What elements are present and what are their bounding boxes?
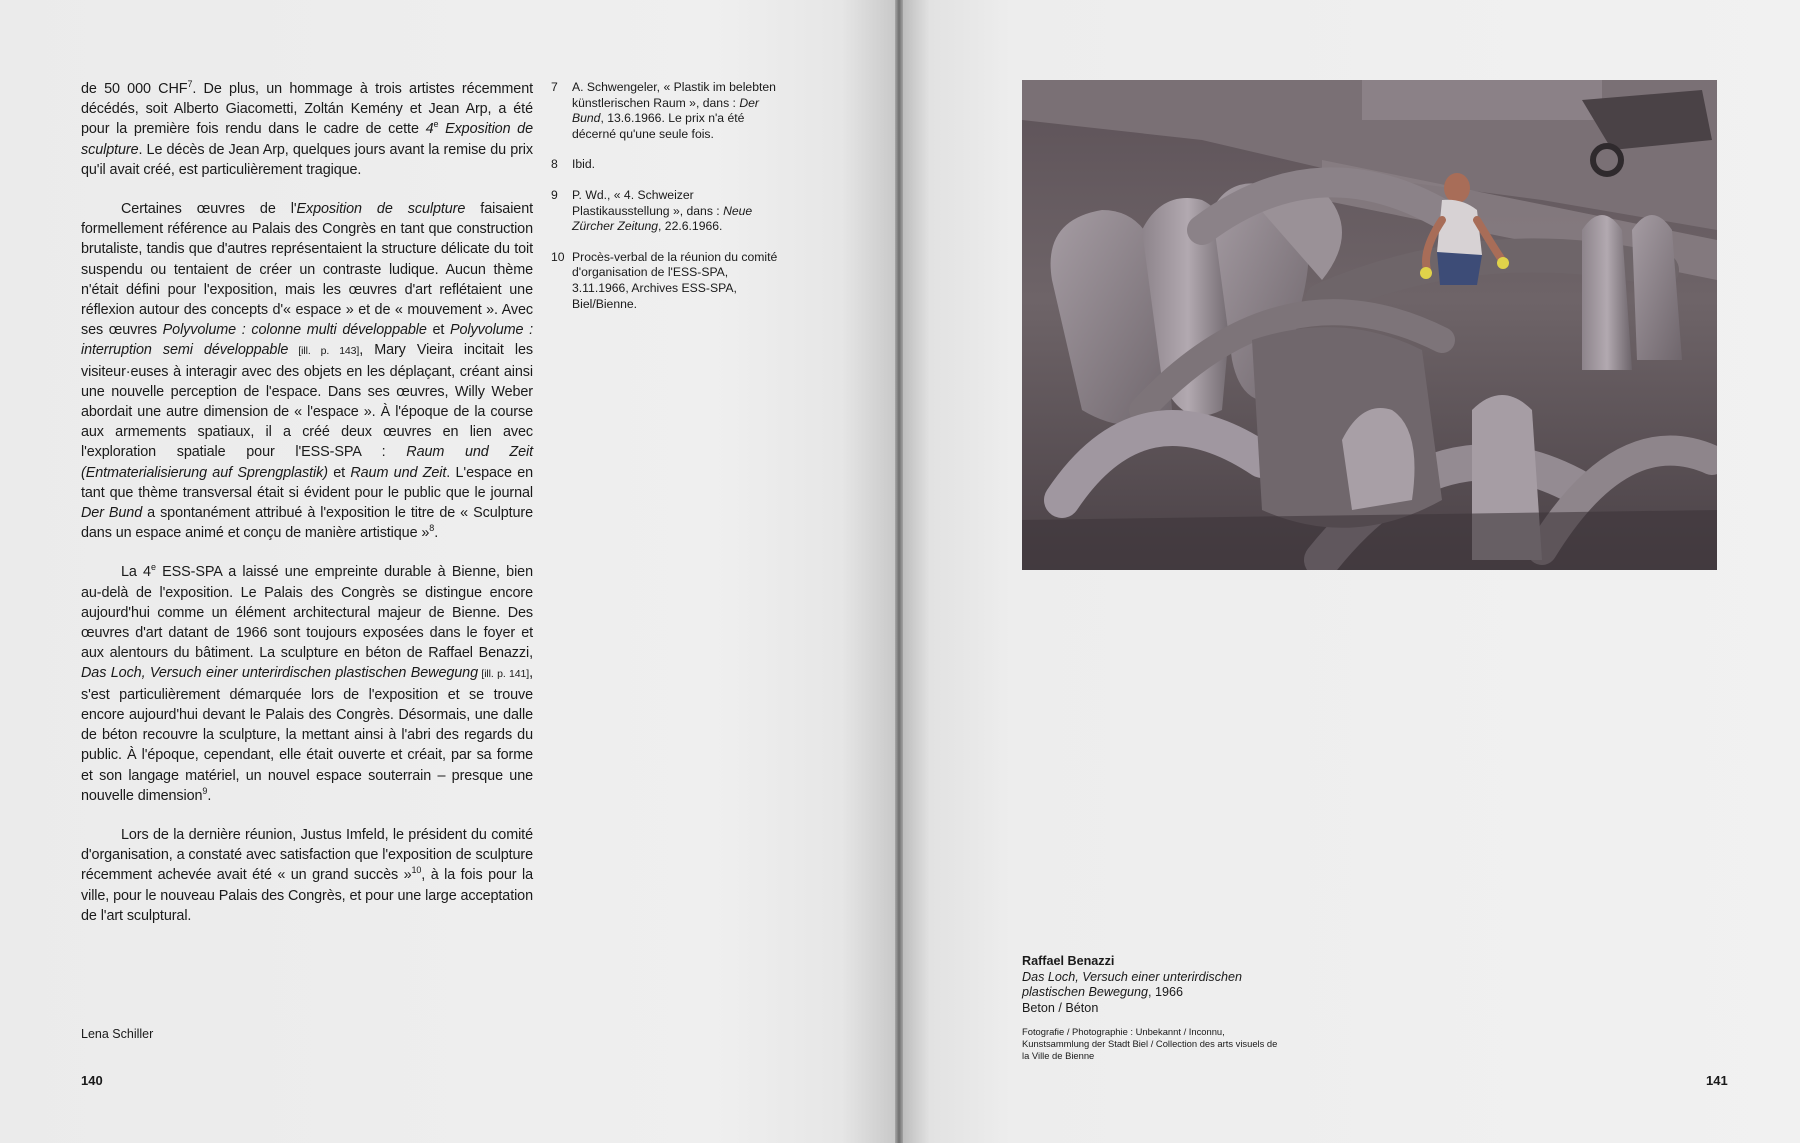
text-run: La 4 [121, 564, 151, 581]
text-run: a spontanément attribué à l'exposition le titre de « Sculpture dans un espace animé et conçu de manière artistique » [81, 505, 533, 542]
text-run: faisaient formellement référence au Palais des Congrès en tant que construction brutaliste, tandis que d'autres représentaient la structure délicate du toit suspendu ou tentaient de créer un contraste ludique. Aucun thème n'était défini pour l'exposition, mais les œuvres d'art reflétaient une réflexion autour des concepts d'« espace » et de « mouvement ». Avec ses œuvres [81, 201, 533, 339]
page-number-right: 141 [1706, 1073, 1728, 1088]
footnote-9 [551, 188, 781, 235]
italic-title: Exposition de sculpture [81, 121, 533, 158]
text-run: P. Wd., « 4. Schweizer Plastikausstellung », dans : [572, 187, 724, 218]
footnote-ref-9[interactable]: 9 [202, 785, 208, 796]
paragraph-3 [81, 562, 533, 805]
text-run: A. Schwengeler, « Plastik im belebten künstlerischen Raum », dans : [572, 80, 776, 110]
footnote-number: 7 [551, 80, 558, 94]
footnote-8 [551, 157, 781, 173]
italic-title: Polyvolume : interruption semi développable [81, 322, 533, 359]
text-run: . [207, 787, 212, 804]
text-run: Lors de la dernière réunion, Justus Imfeld, le président du comité d'organisation, a constaté avec satisfaction que l'exposition de sculpture récemment achevée avait été « un grand succès » [81, 826, 533, 884]
illustration-ref[interactable]: [ill. p. 143] [288, 345, 360, 358]
left-page [0, 0, 895, 1143]
paragraph-4 [81, 825, 533, 926]
text-run: , 22.6.1966. [658, 219, 723, 234]
caption-title-line [1022, 970, 1242, 1000]
footnote-ref-10[interactable]: 10 [411, 865, 422, 876]
text-run: Certaines œuvres de l' [121, 201, 297, 218]
text-run: . L'espace en tant que thème transversal était si évident pour le public que le journal [81, 464, 533, 501]
paragraph-2 [81, 199, 533, 543]
italic-title: Der Bund [572, 95, 759, 126]
text-run: . De plus, un hommage à trois artistes récemment décédés, soit Alberto Giacometti, Zoltán Kemény et Jean Arp, a été pour la première fois rendu dans le cadre de cette [81, 81, 534, 138]
ordinal-suffix: e [433, 119, 439, 130]
footnote-ref-7[interactable]: 7 [187, 79, 193, 90]
illustration-ref[interactable]: [ill. p. 141] [477, 668, 530, 681]
italic-title: Neue Zürcher Zeitung [572, 203, 753, 234]
footnote-10 [551, 250, 781, 312]
footnote-7 [551, 80, 781, 142]
footnote-number: 10 [551, 249, 565, 264]
paragraph-1 [81, 79, 533, 180]
italic-title: Das Loch, Versuch einer unterirdischen plastischen Bewegung [81, 665, 478, 682]
text-run: et [327, 464, 351, 481]
footnote-number: 8 [551, 157, 558, 172]
text-run: de 50 000 CHF [81, 81, 188, 97]
caption-artwork-title: Das Loch, Versuch einer unterirdischen plastischen Bewegung [1022, 969, 1243, 1000]
italic-title: Exposition de sculpture [296, 201, 466, 218]
text-run: et [426, 322, 450, 339]
main-text-column [81, 79, 533, 945]
footnote-text [572, 157, 781, 173]
italic-title: Der Bund [81, 505, 143, 522]
footnotes-column [551, 80, 781, 327]
text-run: , 13.6.1966. Le prix n'a été décerné qu'une seule fois. [572, 111, 745, 141]
text-run: , Mary Vieira incitait les visiteur·euses à interagir avec des objets en les déplaçant, créant ainsi une nouvelle perception de l'espace. Dans ses œuvres, Willy Weber abordait une autre dimension de « l'espace ». À l'époque de la course aux armements spatiaux, il a créé deux œuvres en lien avec l'exploration spatiale pour l'ESS-SPA : [81, 342, 533, 461]
text-run: Ibid. [572, 157, 596, 172]
photo-caption [1022, 954, 1282, 1062]
italic-title: Raum und Zeit [350, 464, 447, 481]
book-gutter [895, 0, 903, 1143]
footnote-text [572, 188, 781, 235]
text-run: , à la fois pour la ville, pour le nouveau Palais des Congrès, et pour une large acceptation de l'art sculptural. [81, 867, 533, 924]
caption-material: Beton / Béton [1022, 1000, 1099, 1015]
sculpture-photo-illustration [1022, 80, 1717, 570]
text-run: . Le décès de Jean Arp, quelques jours avant la remise du prix qu'il avait créé, est particulièrement tragique. [81, 141, 533, 178]
footnote-number: 9 [551, 187, 558, 202]
ordinal-suffix: e [150, 562, 156, 573]
page-number-left: 140 [81, 1073, 103, 1088]
caption-credit: Fotografie / Photographie : Unbekannt / Inconnu, Kunstsammlung der Stadt Biel / Collection des arts visuels de la Ville de Bienne [1022, 1026, 1278, 1061]
caption-artist: Raffael Benazzi [1022, 954, 1115, 968]
footnote-text [572, 80, 781, 142]
text-run: Procès-verbal de la réunion du comité d'organisation de l'ESS-SPA, 3.11.1966, Archives ESS-SPA, Biel/Bienne. [572, 249, 778, 311]
text-run: ESS-SPA a laissé une empreinte durable à Bienne, bien au-delà de l'exposition. Le Palais des Congrès se distingue encore aujourd'hui comme un élément architectural majeur de Bienne. Des œuvres d'art datant de 1966 sont toujours exposées dans le foyer et aux alentours du bâtiment. La sculpture en béton de Raffael Benazzi, [81, 564, 533, 662]
text-run: . [434, 525, 439, 542]
footnote-text [572, 250, 781, 312]
author-name: Lena Schiller [81, 1027, 154, 1041]
text-run: , s'est particulièrement démarquée lors de l'exposition et se trouve encore aujourd'hui devant le Palais des Congrès. Désormais, une dalle de béton recouvre la sculpture, la mettant ainsi à l'abri des regards du public. À l'époque, cependant, elle était ouverte et créait, par sa forme et son langage matériel, un nouvel espace souterrain – presque une nouvelle dimension [81, 665, 533, 804]
footnote-ref-8[interactable]: 8 [429, 523, 435, 534]
italic-title: Polyvolume : colonne multi développable [162, 322, 427, 339]
italic-title: Raum und Zeit (Entmaterialisierung auf Sprengplastik) [81, 444, 533, 481]
caption-year: , 1966 [1148, 985, 1184, 1000]
sculpture-photograph [1022, 80, 1717, 570]
ordinal: 4 [425, 121, 434, 138]
